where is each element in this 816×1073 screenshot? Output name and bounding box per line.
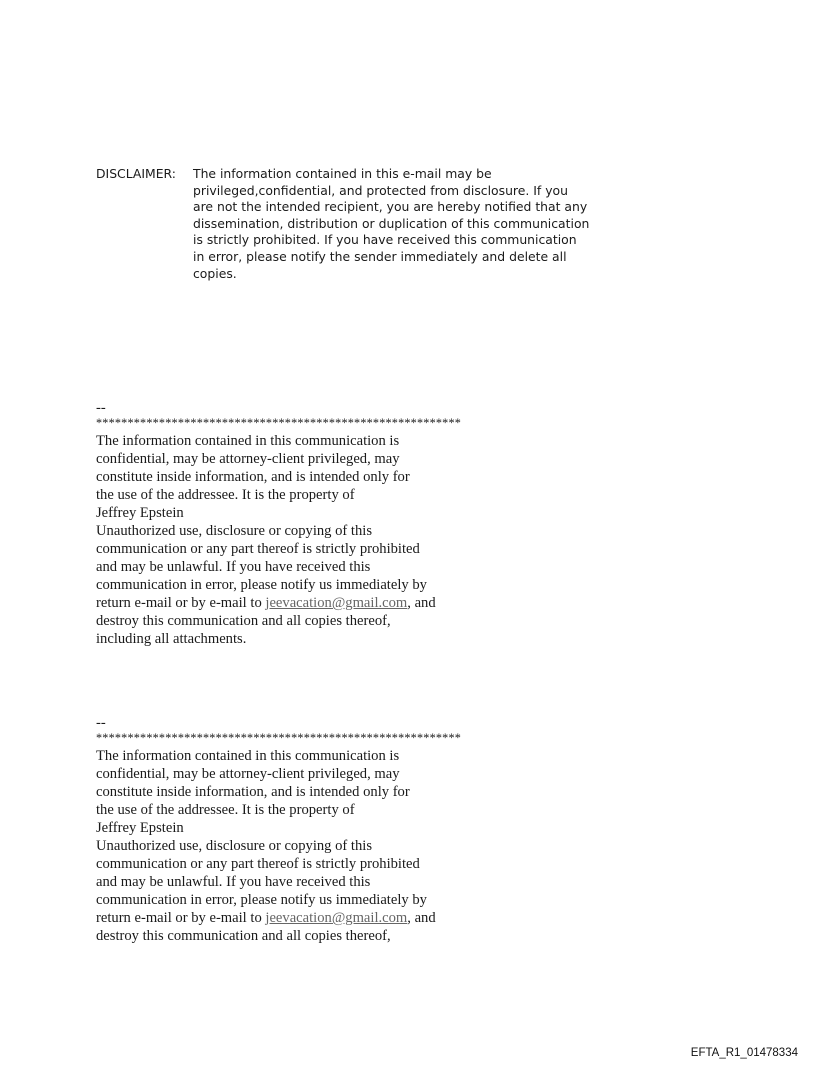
asterisk-rule: ********************************************************** (96, 416, 462, 430)
footer-line: communication in error, please notify us immediately by (96, 577, 427, 593)
disclaimer-label: DISCLAIMER: (96, 166, 176, 181)
footer-line: destroy this communication and all copies thereof, (96, 613, 391, 629)
footer-line: the use of the addressee. It is the property of (96, 802, 355, 818)
footer-line: and may be unlawful. If you have received this (96, 874, 371, 890)
separator: -- (96, 400, 106, 416)
footer-owner-name: Jeffrey Epstein (96, 820, 184, 836)
return-prefix: return e-mail or by e-mail to (96, 595, 266, 611)
return-prefix: return e-mail or by e-mail to (96, 910, 266, 926)
bates-number: EFTA_R1_01478334 (690, 1047, 798, 1059)
disclaimer-line: is strictly prohibited. If you have received this communication (193, 232, 577, 248)
disclaimer-line: in error, please notify the sender immediately and delete all (193, 248, 567, 264)
confidentiality-footer-1 (96, 402, 616, 648)
disclaimer-text (193, 166, 656, 282)
footer-line: The information contained in this communication is (96, 748, 400, 764)
disclaimer-block (96, 166, 656, 282)
footer-line: communication or any part thereof is strictly prohibited (96, 541, 420, 557)
footer-line: constitute inside information, and is intended only for (96, 784, 410, 800)
footer-line: and may be unlawful. If you have received this (96, 559, 371, 575)
footer-line: destroy this communication and all copies thereof, (96, 928, 391, 944)
footer-line: the use of the addressee. It is the property of (96, 487, 355, 503)
footer-return-line (96, 909, 616, 927)
return-suffix: , and (407, 910, 436, 926)
disclaimer-line: privileged,confidential, and protected from disclosure. If you (193, 182, 568, 198)
return-suffix: , and (407, 595, 436, 611)
footer-owner-name: Jeffrey Epstein (96, 505, 184, 521)
footer-line: including all attachments. (96, 631, 247, 647)
footer-line: confidential, may be attorney-client privileged, may (96, 451, 400, 467)
separator: -- (96, 715, 106, 731)
footer-line: Unauthorized use, disclosure or copying of this (96, 838, 373, 854)
footer-line: communication in error, please notify us immediately by (96, 892, 427, 908)
email-link[interactable]: jeevacation@gmail.com (265, 910, 408, 926)
confidentiality-footer-2 (96, 717, 616, 945)
footer-line: confidential, may be attorney-client privileged, may (96, 766, 400, 782)
disclaimer-line: copies. (193, 265, 237, 281)
disclaimer-line: The information contained in this e-mail may be (193, 166, 492, 181)
disclaimer-line: are not the intended recipient, you are hereby notified that any (193, 199, 588, 215)
footer-return-line (96, 594, 616, 612)
disclaimer-line: dissemination, distribution or duplication of this communication (193, 215, 590, 231)
footer-line: The information contained in this communication is (96, 433, 400, 449)
footer-line: communication or any part thereof is strictly prohibited (96, 856, 420, 872)
email-link[interactable]: jeevacation@gmail.com (265, 595, 408, 611)
footer-line: constitute inside information, and is intended only for (96, 469, 410, 485)
asterisk-rule: ********************************************************** (96, 731, 462, 745)
footer-line: Unauthorized use, disclosure or copying of this (96, 523, 373, 539)
